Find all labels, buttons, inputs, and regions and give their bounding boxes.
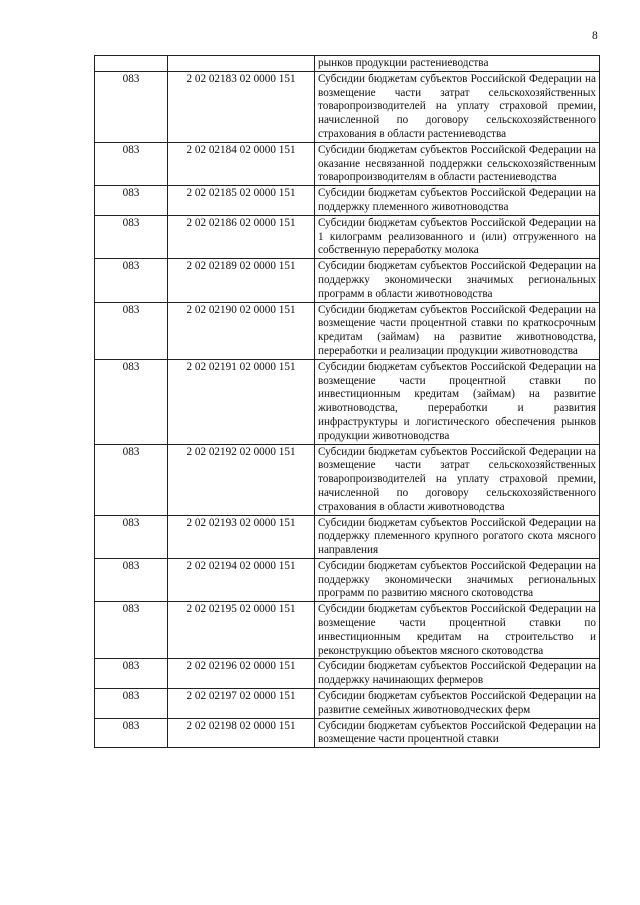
income-name-cell: Субсидии бюджетам субъектов Российской Федерации на поддержку племенного животноводства — [315, 186, 600, 216]
budget-code-cell: 2 02 02191 02 0000 151 — [168, 359, 315, 444]
table-row — [95, 689, 600, 719]
budget-code-cell: 2 02 02186 02 0000 151 — [168, 215, 315, 258]
budget-code-cell: 2 02 02192 02 0000 151 — [168, 444, 315, 515]
table-row — [95, 444, 600, 515]
page-number: 8 — [592, 30, 598, 42]
budget-code-cell: 2 02 02193 02 0000 151 — [168, 515, 315, 558]
admin-code-cell: 083 — [95, 186, 168, 216]
admin-code-cell: 083 — [95, 215, 168, 258]
admin-code-cell — [95, 56, 168, 72]
budget-code-cell: 2 02 02198 02 0000 151 — [168, 718, 315, 748]
table-row — [95, 186, 600, 216]
income-name-cell: Субсидии бюджетам субъектов Российской Федерации на развитие семейных животноводческих ферм — [315, 689, 600, 719]
budget-classification-table — [94, 55, 600, 748]
table-row — [95, 259, 600, 302]
income-name-cell: Субсидии бюджетам субъектов Российской Федерации на 1 килограмм реализованного и (или) отгруженного на собственную переработку молока — [315, 215, 600, 258]
income-name-cell: Субсидии бюджетам субъектов Российской Федерации на возмещение части процентной ставки по краткосрочным кредитам (займам) на развитие животноводства, переработки и реализации продукции животноводства — [315, 302, 600, 359]
income-name-cell: Субсидии бюджетам субъектов Российской Федерации на поддержку начинающих фермеров — [315, 659, 600, 689]
table-row — [95, 558, 600, 601]
income-name-cell: Субсидии бюджетам субъектов Российской Федерации на возмещение части процентной ставки по инвестиционным кредитам (займам) на развитие животноводства, переработки и развития инфраструктуры и логистического обеспечения рынков продукции животноводства — [315, 359, 600, 444]
table-row — [95, 71, 600, 142]
budget-code-cell — [168, 56, 315, 72]
admin-code-cell: 083 — [95, 558, 168, 601]
income-name-cell: Субсидии бюджетам субъектов Российской Федерации на поддержку племенного крупного рогатого скота мясного направления — [315, 515, 600, 558]
budget-code-cell: 2 02 02189 02 0000 151 — [168, 259, 315, 302]
admin-code-cell: 083 — [95, 659, 168, 689]
admin-code-cell: 083 — [95, 359, 168, 444]
budget-code-cell: 2 02 02184 02 0000 151 — [168, 142, 315, 185]
income-name-cell: Субсидии бюджетам субъектов Российской Федерации на оказание несвязанной поддержки сельскохозяйственным товаропроизводителям в области растениеводства — [315, 142, 600, 185]
admin-code-cell: 083 — [95, 444, 168, 515]
income-name-cell: Субсидии бюджетам субъектов Российской Федерации на возмещение части затрат сельскохозяйственных товаропроизводителей на уплату страховой премии, начисленной по договору сельскохозяйственного страхования в области животноводства — [315, 444, 600, 515]
admin-code-cell: 083 — [95, 302, 168, 359]
income-name-cell: Субсидии бюджетам субъектов Российской Федерации на поддержку экономически значимых региональных программ по развитию мясного скотоводства — [315, 558, 600, 601]
income-name-cell: Субсидии бюджетам субъектов Российской Федерации на поддержку экономически значимых региональных программ в области животноводства — [315, 259, 600, 302]
table-row — [95, 56, 600, 72]
admin-code-cell: 083 — [95, 718, 168, 748]
budget-code-cell: 2 02 02185 02 0000 151 — [168, 186, 315, 216]
table-row — [95, 602, 600, 659]
budget-code-cell: 2 02 02183 02 0000 151 — [168, 71, 315, 142]
budget-code-cell: 2 02 02196 02 0000 151 — [168, 659, 315, 689]
table-row — [95, 142, 600, 185]
admin-code-cell: 083 — [95, 515, 168, 558]
table-row — [95, 359, 600, 444]
admin-code-cell: 083 — [95, 259, 168, 302]
table-row — [95, 515, 600, 558]
budget-code-cell: 2 02 02194 02 0000 151 — [168, 558, 315, 601]
table-body — [95, 56, 600, 748]
table-row — [95, 215, 600, 258]
budget-code-cell: 2 02 02190 02 0000 151 — [168, 302, 315, 359]
income-name-cell: Субсидии бюджетам субъектов Российской Федерации на возмещение части затрат сельскохозяйственных товаропроизводителей на уплату страховой премии, начисленной по договору сельскохозяйственного страхования в области растениеводства — [315, 71, 600, 142]
income-name-cell: Субсидии бюджетам субъектов Российской Федерации на возмещение части процентной ставки — [315, 718, 600, 748]
admin-code-cell: 083 — [95, 142, 168, 185]
admin-code-cell: 083 — [95, 602, 168, 659]
admin-code-cell: 083 — [95, 71, 168, 142]
budget-code-cell: 2 02 02197 02 0000 151 — [168, 689, 315, 719]
table-row — [95, 659, 600, 689]
admin-code-cell: 083 — [95, 689, 168, 719]
table-row — [95, 302, 600, 359]
income-name-cell: рынков продукции растениеводства — [315, 56, 600, 72]
income-name-cell: Субсидии бюджетам субъектов Российской Федерации на возмещение части процентной ставки по инвестиционным кредитам на строительство и реконструкцию объектов мясного скотоводства — [315, 602, 600, 659]
table-row — [95, 718, 600, 748]
budget-code-cell: 2 02 02195 02 0000 151 — [168, 602, 315, 659]
